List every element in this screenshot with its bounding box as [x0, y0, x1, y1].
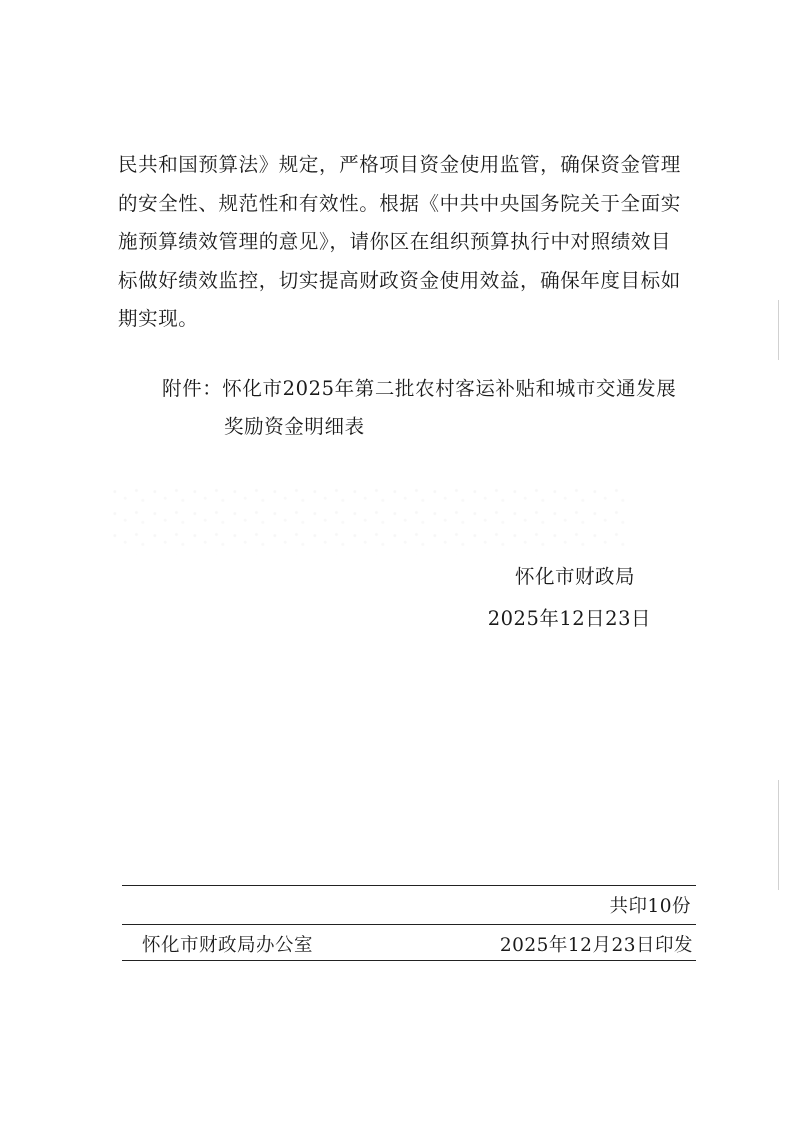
body-line: 民共和国预算法》规定，严格项目资金使用监管，确保资金管理	[118, 153, 681, 176]
scan-edge-mark	[778, 300, 779, 360]
signature-org: 怀化市财政局	[514, 565, 635, 588]
body-paragraph	[118, 146, 681, 339]
scan-edge-mark	[778, 780, 779, 890]
footer-bottom-rule	[122, 960, 696, 961]
print-copies: 共印10份	[609, 896, 691, 917]
attachment-line-1: 附件：怀化市2025年第二批农村客运补贴和城市交通发展	[162, 377, 677, 400]
body-line: 标做好绩效监控，切实提高财政资金使用效益，确保年度目标如	[118, 268, 681, 292]
body-line: 期实现。	[118, 307, 199, 330]
scan-noise	[110, 485, 630, 555]
issue-date: 2025年12月23日印发	[499, 935, 693, 956]
signature-block	[488, 556, 651, 640]
body-line: 施预算绩效管理的意见》，请你区在组织预算执行中对照绩效目	[118, 230, 672, 253]
footer-top-rule	[122, 885, 696, 886]
attachment-line-2: 奖励资金明细表	[224, 415, 365, 438]
body-line: 的安全性、规范性和有效性。根据《中共中央国务院关于全面实	[118, 191, 681, 215]
signature-date: 2025年12日23日	[487, 607, 651, 630]
attachment-note	[162, 370, 676, 446]
issuing-office: 怀化市财政局办公室	[142, 935, 314, 956]
footer-middle-rule	[122, 924, 696, 925]
